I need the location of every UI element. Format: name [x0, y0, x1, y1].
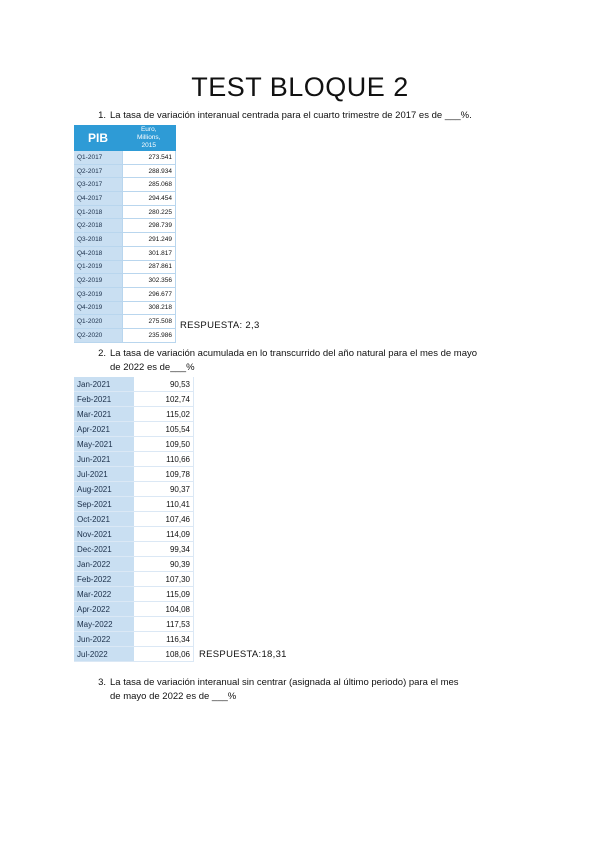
monthly-table — [74, 377, 194, 662]
question-text: de 2022 es de___% — [110, 362, 195, 373]
value-cell: 235.986 — [122, 328, 176, 342]
period-cell: Mar-2022 — [74, 587, 134, 602]
pib-unit-line: Euro, — [140, 126, 157, 133]
period-cell: Q3-2018 — [74, 233, 122, 247]
period-cell: Jan-2022 — [74, 557, 134, 572]
table-row — [74, 233, 176, 247]
question-text: La tasa de variación interanual centrada para el cuarto trimestre de 2017 es de ___%. — [110, 110, 472, 121]
table-row — [74, 301, 176, 315]
value-cell: 115,02 — [134, 407, 194, 422]
period-cell: Jan-2021 — [74, 377, 134, 392]
value-cell: 107,30 — [134, 572, 194, 587]
table-row — [74, 542, 194, 557]
period-cell: Mar-2021 — [74, 407, 134, 422]
pib-table-body — [74, 151, 176, 342]
period-cell: Q2-2018 — [74, 219, 122, 233]
table-row — [74, 246, 176, 260]
pib-unit-line: 2015 — [141, 142, 156, 149]
pib-unit-line: Millions, — [137, 134, 161, 141]
value-cell: 296.677 — [122, 287, 176, 301]
table-row — [74, 205, 176, 219]
period-cell: Q2-2017 — [74, 164, 122, 178]
period-cell: Q2-2019 — [74, 274, 122, 288]
value-cell: 308.218 — [122, 301, 176, 315]
value-cell: 104,08 — [134, 602, 194, 617]
value-cell: 116,34 — [134, 632, 194, 647]
table-row — [74, 482, 194, 497]
period-cell: Feb-2022 — [74, 572, 134, 587]
value-cell: 99,34 — [134, 542, 194, 557]
table-row — [74, 647, 194, 662]
period-cell: Q1-2020 — [74, 315, 122, 329]
value-cell: 90,39 — [134, 557, 194, 572]
table-row — [74, 151, 176, 164]
period-cell: Q3-2019 — [74, 287, 122, 301]
value-cell: 102,74 — [134, 392, 194, 407]
period-cell: May-2021 — [74, 437, 134, 452]
period-cell: Q1-2018 — [74, 205, 122, 219]
table-row — [74, 377, 194, 392]
table-row — [74, 192, 176, 206]
value-cell: 110,66 — [134, 452, 194, 467]
period-cell: Q2-2020 — [74, 328, 122, 342]
question-number: 3. — [98, 677, 106, 688]
question-number: 2. — [98, 348, 106, 359]
period-cell: Apr-2021 — [74, 422, 134, 437]
question-text: La tasa de variación interanual sin centrar (asignada al último periodo) para el mes — [110, 677, 459, 688]
table-row — [74, 452, 194, 467]
period-cell: Q4-2017 — [74, 192, 122, 206]
table-row — [74, 219, 176, 233]
period-cell: Jul-2021 — [74, 467, 134, 482]
value-cell: 115,09 — [134, 587, 194, 602]
table-row — [74, 164, 176, 178]
table-row — [74, 437, 194, 452]
table-row — [74, 178, 176, 192]
value-cell: 302.356 — [122, 274, 176, 288]
table-row — [74, 392, 194, 407]
value-cell: 90,53 — [134, 377, 194, 392]
period-cell: Sep-2021 — [74, 497, 134, 512]
table-row — [74, 422, 194, 437]
value-cell: 90,37 — [134, 482, 194, 497]
table-row — [74, 632, 194, 647]
table-row — [74, 497, 194, 512]
period-cell: May-2022 — [74, 617, 134, 632]
table-row — [74, 407, 194, 422]
value-cell: 298.739 — [122, 219, 176, 233]
period-cell: Dec-2021 — [74, 542, 134, 557]
table-row — [74, 287, 176, 301]
value-cell: 280.225 — [122, 205, 176, 219]
value-cell: 109,50 — [134, 437, 194, 452]
value-cell: 107,46 — [134, 512, 194, 527]
question-2 — [90, 347, 570, 375]
period-cell: Feb-2021 — [74, 392, 134, 407]
value-cell: 288.934 — [122, 164, 176, 178]
table-row — [74, 587, 194, 602]
value-cell: 275.508 — [122, 315, 176, 329]
value-cell: 109,78 — [134, 467, 194, 482]
pib-table — [74, 125, 176, 343]
period-cell: Apr-2022 — [74, 602, 134, 617]
value-cell: 117,53 — [134, 617, 194, 632]
table-row — [74, 602, 194, 617]
period-cell: Oct-2021 — [74, 512, 134, 527]
period-cell: Q1-2019 — [74, 260, 122, 274]
table-row — [74, 315, 176, 329]
answer-1: RESPUESTA: 2,3 — [180, 320, 260, 331]
table-row — [74, 512, 194, 527]
value-cell: 287.861 — [122, 260, 176, 274]
question-text: de mayo de 2022 es de ___% — [110, 691, 237, 702]
table-row — [74, 572, 194, 587]
period-cell: Q4-2018 — [74, 246, 122, 260]
table-row — [74, 467, 194, 482]
value-cell: 301.817 — [122, 246, 176, 260]
value-cell: 291.249 — [122, 233, 176, 247]
answer-2: RESPUESTA:18,31 — [199, 649, 287, 660]
table-row — [74, 274, 176, 288]
period-cell: Jun-2021 — [74, 452, 134, 467]
value-cell: 105,54 — [134, 422, 194, 437]
table-row — [74, 328, 176, 342]
value-cell: 108,06 — [134, 647, 194, 662]
value-cell: 110,41 — [134, 497, 194, 512]
value-cell: 114,09 — [134, 527, 194, 542]
question-3 — [90, 676, 570, 704]
period-cell: Aug-2021 — [74, 482, 134, 497]
pib-header-unit — [122, 125, 176, 151]
period-cell: Nov-2021 — [74, 527, 134, 542]
page-title: TEST BLOQUE 2 — [191, 72, 409, 102]
value-cell: 294.454 — [122, 192, 176, 206]
period-cell: Q3-2017 — [74, 178, 122, 192]
value-cell: 285.068 — [122, 178, 176, 192]
value-cell: 273.541 — [122, 151, 176, 164]
question-text: La tasa de variación acumulada en lo transcurrido del año natural para el mes de mayo — [110, 348, 478, 359]
table-row — [74, 557, 194, 572]
period-cell: Q4-2019 — [74, 301, 122, 315]
table-row — [74, 617, 194, 632]
pib-header-label: PIB — [74, 125, 122, 151]
table-row — [74, 527, 194, 542]
question-number: 1. — [98, 110, 106, 121]
question-1 — [90, 109, 570, 123]
monthly-table-body — [74, 377, 194, 662]
table-row — [74, 260, 176, 274]
period-cell: Jun-2022 — [74, 632, 134, 647]
period-cell: Q1-2017 — [74, 151, 122, 164]
period-cell: Jul-2022 — [74, 647, 134, 662]
